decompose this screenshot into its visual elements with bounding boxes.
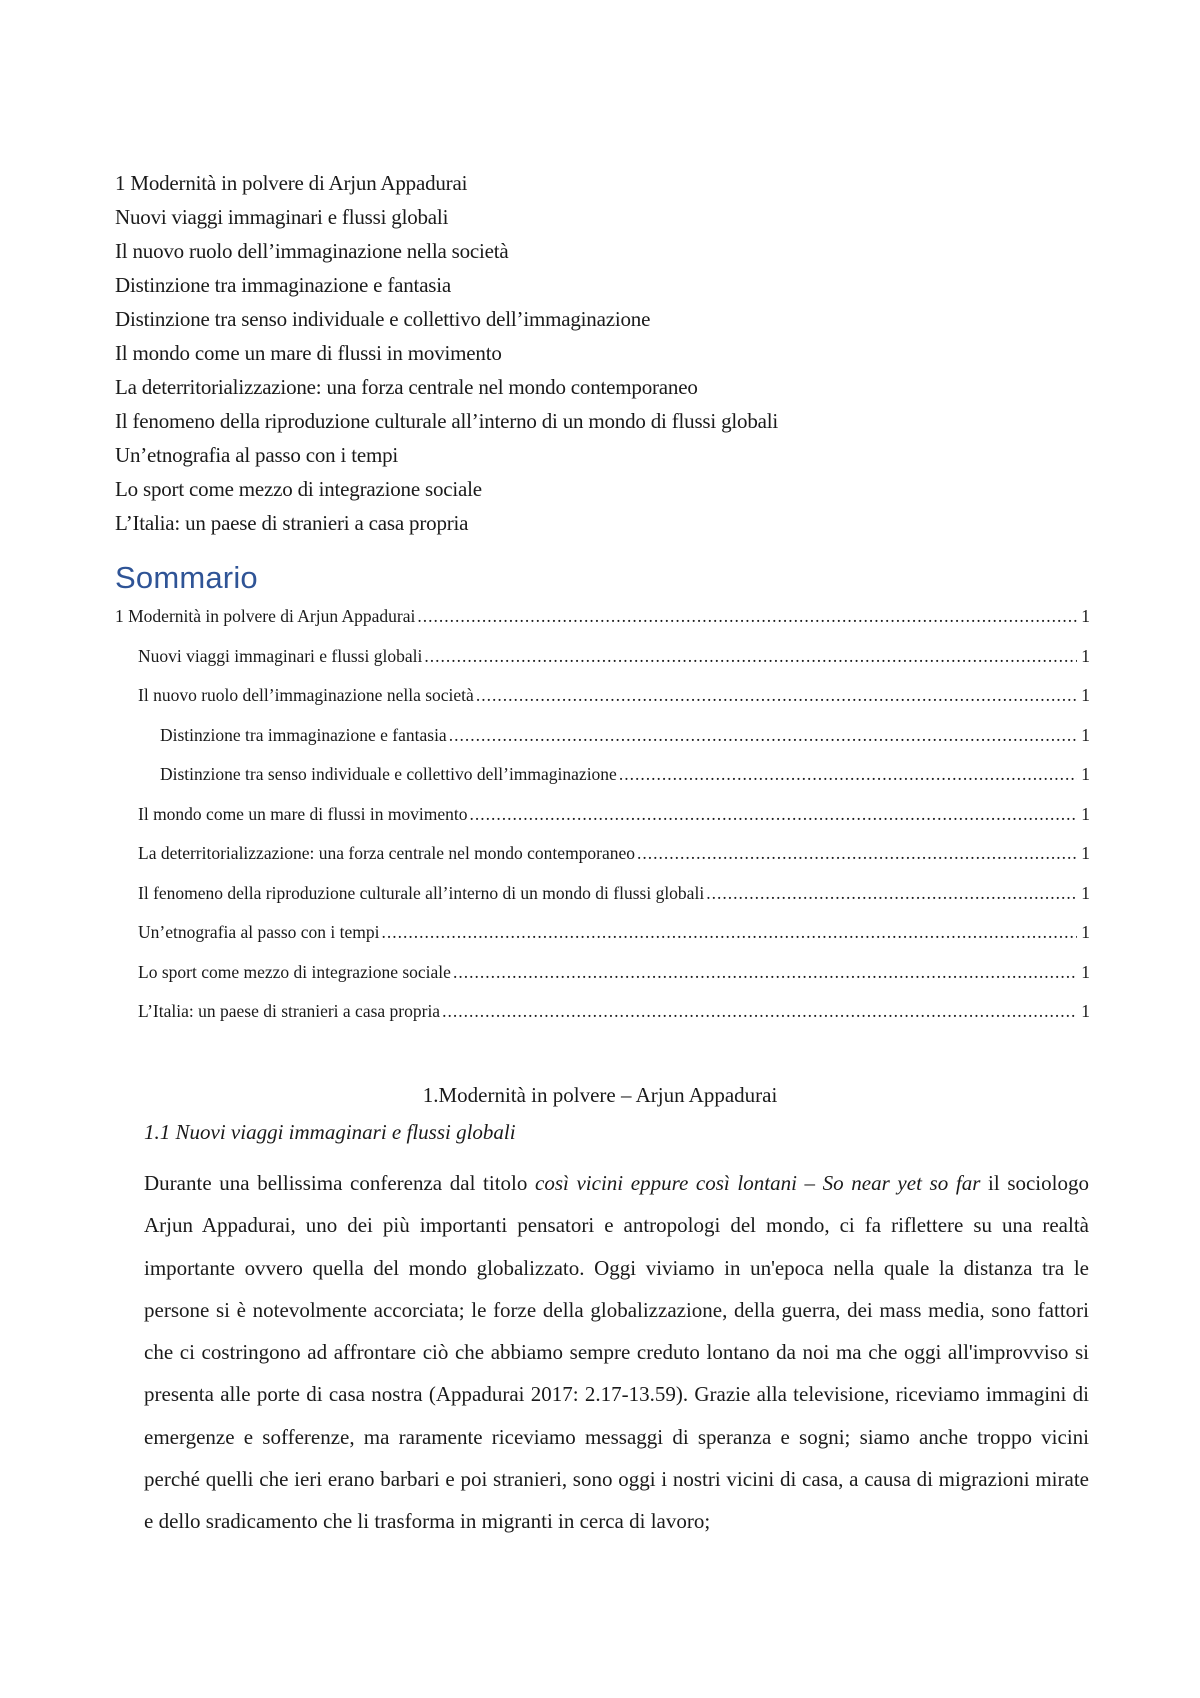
toc-entry-text: Un’etnografia al passo con i tempi [138, 922, 380, 942]
heading-line: Distinzione tra immaginazione e fantasia [115, 273, 452, 297]
toc-leader-dots [470, 804, 1078, 825]
toc-leader-dots [637, 843, 1077, 864]
toc-page-number: 1 [1081, 882, 1090, 903]
toc-page-number: 1 [1081, 685, 1090, 705]
toc-entry[interactable] [115, 646, 1090, 686]
toc-entry[interactable] [115, 685, 1090, 725]
heading-line: La deterritorializzazione: una forza centrale nel mondo contemporaneo [115, 375, 698, 399]
toc-page-number: 1 [1081, 606, 1090, 626]
toc-page-number: 1 [1081, 645, 1090, 666]
toc-entry[interactable] [115, 1001, 1090, 1041]
toc-leader-dots [424, 646, 1077, 667]
toc-entry-text: Il nuovo ruolo dell’immaginazione nella società [138, 685, 474, 705]
toc-entry[interactable] [115, 725, 1090, 765]
heading-line: 1 Modernità in polvere di Arjun Appadurai [115, 171, 468, 195]
toc-leader-dots [382, 922, 1078, 943]
heading-line: Il fenomeno della riproduzione culturale all’interno di un mondo di flussi globali [115, 409, 779, 433]
body-paragraph [144, 1162, 1089, 1543]
toc-page-number: 1 [1081, 961, 1090, 982]
toc-entry-text: Nuovi viaggi immaginari e flussi globali [138, 645, 423, 666]
toc-entry-text: Il fenomeno della riproduzione culturale all’interno di un mondo di flussi globali [138, 882, 705, 903]
toc-entry[interactable] [115, 843, 1090, 883]
toc-entry[interactable] [115, 962, 1090, 1002]
toc-leader-dots [706, 883, 1077, 904]
toc-page-number: 1 [1081, 1001, 1090, 1021]
toc-entry[interactable] [115, 606, 1090, 646]
toc-leader-dots [417, 606, 1077, 627]
heading-line: Un’etnografia al passo con i tempi [115, 443, 399, 467]
toc-entry[interactable] [115, 804, 1090, 844]
heading-line: Il nuovo ruolo dell’immaginazione nella società [115, 239, 509, 263]
toc-page-number: 1 [1081, 803, 1090, 824]
heading-line: Nuovi viaggi immaginari e flussi globali [115, 205, 449, 229]
heading-line: Il mondo come un mare di flussi in movimento [115, 341, 502, 365]
toc-page-number: 1 [1081, 764, 1090, 784]
toc-entry-text: La deterritorializzazione: una forza centrale nel mondo contemporaneo [138, 843, 636, 863]
toc-leader-dots [619, 764, 1077, 785]
section-subtitle: 1.1 Nuovi viaggi immaginari e flussi globali [144, 1120, 516, 1144]
toc-entry-text: 1 Modernità in polvere di Arjun Appadurai [115, 606, 416, 626]
toc-entry-text: Lo sport come mezzo di integrazione sociale [138, 961, 451, 982]
toc-leader-dots [442, 1001, 1077, 1022]
toc-leader-dots [453, 962, 1077, 983]
heading-line: Lo sport come mezzo di integrazione sociale [115, 477, 482, 501]
toc-entry[interactable] [115, 883, 1090, 923]
toc-page-number: 1 [1081, 724, 1090, 745]
paragraph-italic-title: così vicini eppure così lontani – So near yet so far [535, 1171, 981, 1195]
table-of-contents [115, 606, 1090, 1041]
toc-page-number: 1 [1081, 843, 1090, 863]
headings-list [115, 166, 1115, 540]
toc-title: Sommario [115, 560, 258, 595]
toc-leader-dots [449, 725, 1078, 746]
toc-entry-text: Il mondo come un mare di flussi in movimento [138, 803, 468, 824]
toc-entry-text: Distinzione tra senso individuale e collettivo dell’immaginazione [160, 764, 617, 784]
toc-leader-dots [476, 685, 1077, 706]
paragraph-text-rest: il sociologo Arjun Appadurai, uno dei più importanti pensatori e antropologi del mondo, ci fa riflettere su una realtà importante ovvero quella del mondo globalizzato. Oggi viviamo in un'epoca nella quale la distanza tra le persone si è notevolmente accorciata; le forze della globalizzazione, della guerra, dei mass media, sono fattori che ci costringono ad affrontare ciò che abbiamo sempre creduto lontano da noi ma che oggi all'improvviso si presenta alle porte di casa nostra (Appadurai 2017: 2.17-13.59). Grazie alla televisione, riceviamo immagini di emergenze e sofferenze, ma raramente riceviamo messaggi di speranza e sogni; siamo anche troppo vicini perché quelli che ieri erano barbari e poi stranieri, sono oggi i nostri vicini di casa, a causa di migrazioni mirate e dello sradicamento che li trasforma in migranti in cerca di lavoro; [144, 1171, 1089, 1534]
toc-page-number: 1 [1081, 922, 1090, 942]
toc-entry[interactable] [115, 764, 1090, 804]
toc-entry-text: Distinzione tra immaginazione e fantasia [160, 724, 447, 745]
paragraph-text-start: Durante una bellissima conferenza dal titolo [144, 1171, 536, 1195]
chapter-title: 1.Modernità in polvere – Arjun Appadurai [422, 1083, 778, 1107]
heading-line: L’Italia: un paese di stranieri a casa propria [115, 511, 469, 535]
toc-entry[interactable] [115, 922, 1090, 962]
toc-entry-text: L’Italia: un paese di stranieri a casa propria [138, 1001, 441, 1021]
heading-line: Distinzione tra senso individuale e collettivo dell’immaginazione [115, 307, 651, 331]
